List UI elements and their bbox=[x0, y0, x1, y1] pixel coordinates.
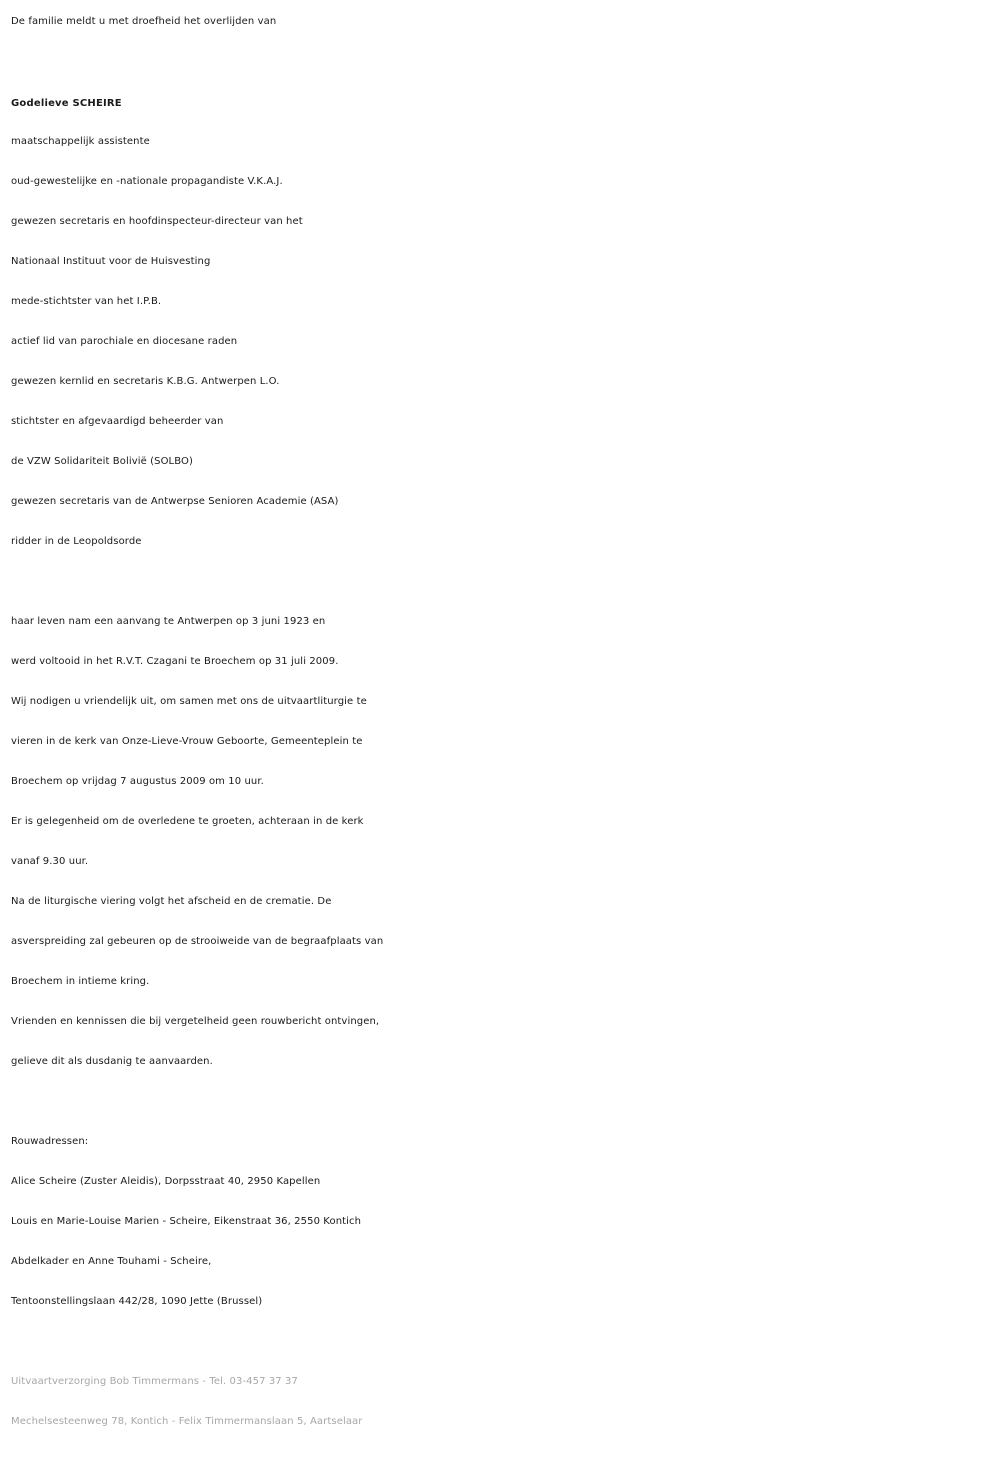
spacer bbox=[11, 1322, 996, 1362]
address-line: Alice Scheire (Zuster Aleidis), Dorpsstraat 40, 2950 Kapellen bbox=[11, 1176, 321, 1187]
announcement-line: vieren in de kerk van Onze-Lieve-Vrouw Geboorte, Gemeenteplein te bbox=[11, 736, 363, 747]
footer-line: Uitvaartverzorging Bob Timmermans - Tel. 03-457 37 37 bbox=[11, 1376, 298, 1387]
announcement-line: vanaf 9.30 uur. bbox=[11, 856, 89, 867]
funeral-director-footer bbox=[11, 1362, 996, 1442]
address-line: Louis en Marie-Louise Marien - Scheire, Eikenstraat 36, 2550 Kontich bbox=[11, 1216, 362, 1227]
announcement-line: werd voltooid in het R.V.T. Czagani te Broechem op 31 juli 2009. bbox=[11, 656, 339, 667]
address-line: Tentoonstellingslaan 442/28, 1090 Jette (Brussel) bbox=[11, 1296, 263, 1307]
title-line: mede-stichtster van het I.P.B. bbox=[11, 296, 162, 307]
announcement-line: Broechem in intieme kring. bbox=[11, 976, 150, 987]
title-line: ridder in de Leopoldsorde bbox=[11, 536, 142, 547]
title-line: gewezen kernlid en secretaris K.B.G. Antwerpen L.O. bbox=[11, 376, 280, 387]
announcement-line: Er is gelegenheid om de overledene te groeten, achteraan in de kerk bbox=[11, 816, 364, 827]
announcement-line: gelieve dit als dusdanig te aanvaarden. bbox=[11, 1056, 213, 1067]
spacer bbox=[11, 562, 996, 602]
title-line: maatschappelijk assistente bbox=[11, 136, 150, 147]
title-line: actief lid van parochiale en diocesane raden bbox=[11, 336, 238, 347]
announcement-paragraph bbox=[11, 602, 996, 1082]
announcement-line: Vrienden en kennissen die bij vergetelheid geen rouwbericht ontvingen, bbox=[11, 1016, 380, 1027]
announcement-line: Wij nodigen u vriendelijk uit, om samen met ons de uitvaartliturgie te bbox=[11, 696, 367, 707]
announcement-line: asverspreiding zal gebeuren op de strooiweide van de begraafplaats van bbox=[11, 936, 384, 947]
addresses-heading: Rouwadressen: bbox=[11, 1136, 89, 1147]
announcement-line: Broechem op vrijdag 7 augustus 2009 om 10 uur. bbox=[11, 776, 264, 787]
title-line: de VZW Solidariteit Bolivië (SOLBO) bbox=[11, 456, 193, 467]
mourning-addresses bbox=[11, 1122, 996, 1322]
title-line: gewezen secretaris van de Antwerpse Senioren Academie (ASA) bbox=[11, 496, 339, 507]
title-line: Nationaal Instituut voor de Huisvesting bbox=[11, 256, 211, 267]
deceased-name: Godelieve SCHEIRE bbox=[11, 98, 122, 109]
title-line: stichtster en afgevaardigd beheerder van bbox=[11, 416, 224, 427]
spacer bbox=[11, 1082, 996, 1122]
footer-line: Mechelsesteenweg 78, Kontich - Felix Timmermanslaan 5, Aartselaar bbox=[11, 1416, 363, 1427]
title-line: gewezen secretaris en hoofdinspecteur-directeur van het bbox=[11, 216, 303, 227]
address-line: Abdelkader en Anne Touhami - Scheire, bbox=[11, 1256, 212, 1267]
intro-text: De familie meldt u met droefheid het overlijden van bbox=[11, 16, 277, 27]
obituary-notice bbox=[11, 2, 996, 1442]
announcement-line: haar leven nam een aanvang te Antwerpen op 3 juni 1923 en bbox=[11, 616, 326, 627]
titles-list bbox=[11, 122, 996, 562]
title-line: oud-gewestelijke en -nationale propagandiste V.K.A.J. bbox=[11, 176, 283, 187]
announcement-line: Na de liturgische viering volgt het afscheid en de crematie. De bbox=[11, 896, 332, 907]
